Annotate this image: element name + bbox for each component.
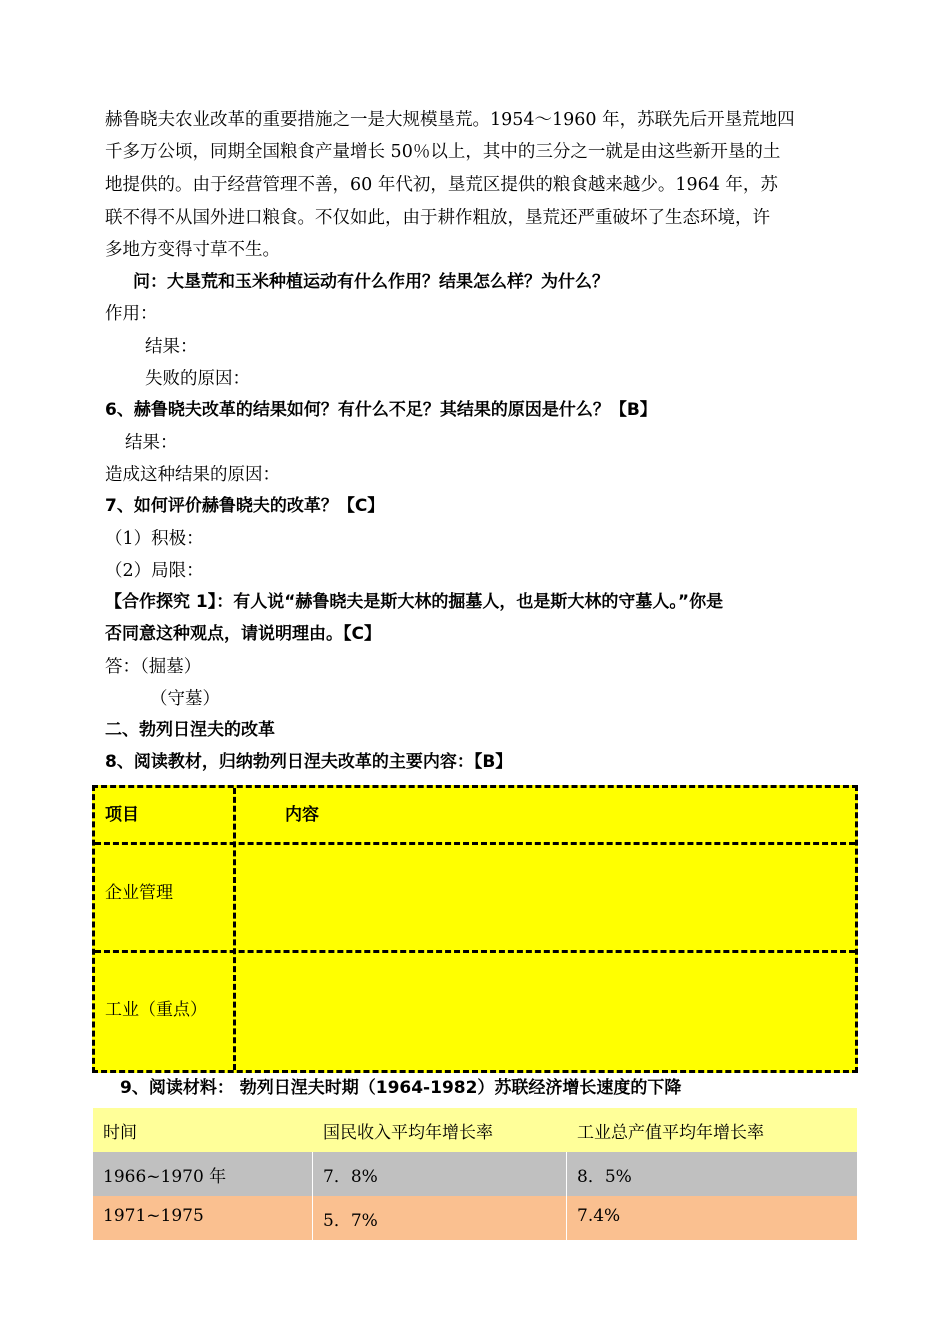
table-row-label-enterprise: 企业管理: [105, 883, 173, 903]
header-industrial-output: 工业总产值平均年增长率: [577, 1123, 764, 1143]
row-industrial-output: 8．5%: [577, 1167, 632, 1187]
paragraph-line-3: 地提供的。由于经营管理不善，60 年代初，垦荒区提供的粮食越来越少。1964 年，苏: [105, 175, 778, 195]
table-row: [93, 1196, 857, 1240]
failure-cause-label: 失败的原因：: [145, 369, 250, 389]
row-industrial-output: 7.4%: [577, 1206, 621, 1226]
q6-title: 6、赫鲁晓夫改革的结果如何？有什么不足？其结果的原因是什么？【B】: [105, 400, 657, 420]
header-time: 时间: [103, 1123, 137, 1143]
q6-result-label: 结果：: [125, 433, 178, 453]
explore-question-line-2: 否同意这种观点，请说明理由。【C】: [105, 624, 381, 644]
q6-cause-label: 造成这种结果的原因：: [105, 465, 280, 485]
table-header-row: [93, 1108, 857, 1152]
row-national-income: 7．8%: [323, 1167, 378, 1187]
explore-question-line-1: 【合作探究 1】：有人说“赫鲁晓夫是斯大林的掘墓人，也是斯大林的守墓人。”你是: [105, 592, 724, 612]
q8-title: 8、阅读教材，归纳勃列日涅夫改革的主要内容：【B】: [105, 752, 513, 772]
row-period: 1966~1970 年: [103, 1167, 227, 1187]
table-divider: [233, 788, 236, 1070]
paragraph-line-5: 多地方变得寸草不生。: [105, 240, 280, 260]
table-header-content: 内容: [285, 805, 319, 825]
role-label: 作用：: [105, 304, 158, 324]
table-divider: [95, 842, 855, 845]
header-national-income: 国民收入平均年增长率: [323, 1123, 493, 1143]
explore-answer-2: （守墓）: [150, 689, 220, 709]
q9-title: 9、阅读材料： 勃列日涅夫时期（1964-1982）苏联经济增长速度的下降: [120, 1078, 682, 1098]
reform-content-table: [92, 785, 858, 1073]
q7-title: 7、如何评价赫鲁晓夫的改革？【C】: [105, 496, 385, 516]
paragraph-line-1: 赫鲁晓夫农业改革的重要措施之一是大规模垦荒。1954～1960 年，苏联先后开垦荒地四: [105, 110, 795, 130]
row-period: 1971~1975: [103, 1206, 204, 1226]
explore-answer-1: 答：（掘墓）: [105, 657, 202, 677]
table-row: [93, 1152, 857, 1196]
paragraph-line-4: 联不得不从国外进口粮食。不仅如此，由于耕作粗放，垦荒还严重破坏了生态环境，许: [105, 208, 770, 228]
paragraph-line-2: 千多万公顷，同期全国粮食产量增长 50％以上，其中的三分之一就是由这些新开垦的土: [105, 142, 781, 162]
section-2-title: 二、勃列日涅夫的改革: [105, 720, 275, 740]
result-label: 结果：: [145, 337, 198, 357]
table-header-item: 项目: [105, 805, 139, 825]
q7-limit-label: （2）局限：: [105, 561, 204, 581]
q7-positive-label: （1）积极：: [105, 529, 204, 549]
growth-rate-table: [93, 1108, 857, 1240]
question-prompt: 问：大垦荒和玉米种植运动有什么作用？结果怎么样？为什么？: [133, 272, 609, 292]
table-divider: [95, 950, 855, 953]
table-row-label-industry: 工业（重点）: [105, 1000, 207, 1020]
row-national-income: 5．7%: [323, 1211, 378, 1231]
